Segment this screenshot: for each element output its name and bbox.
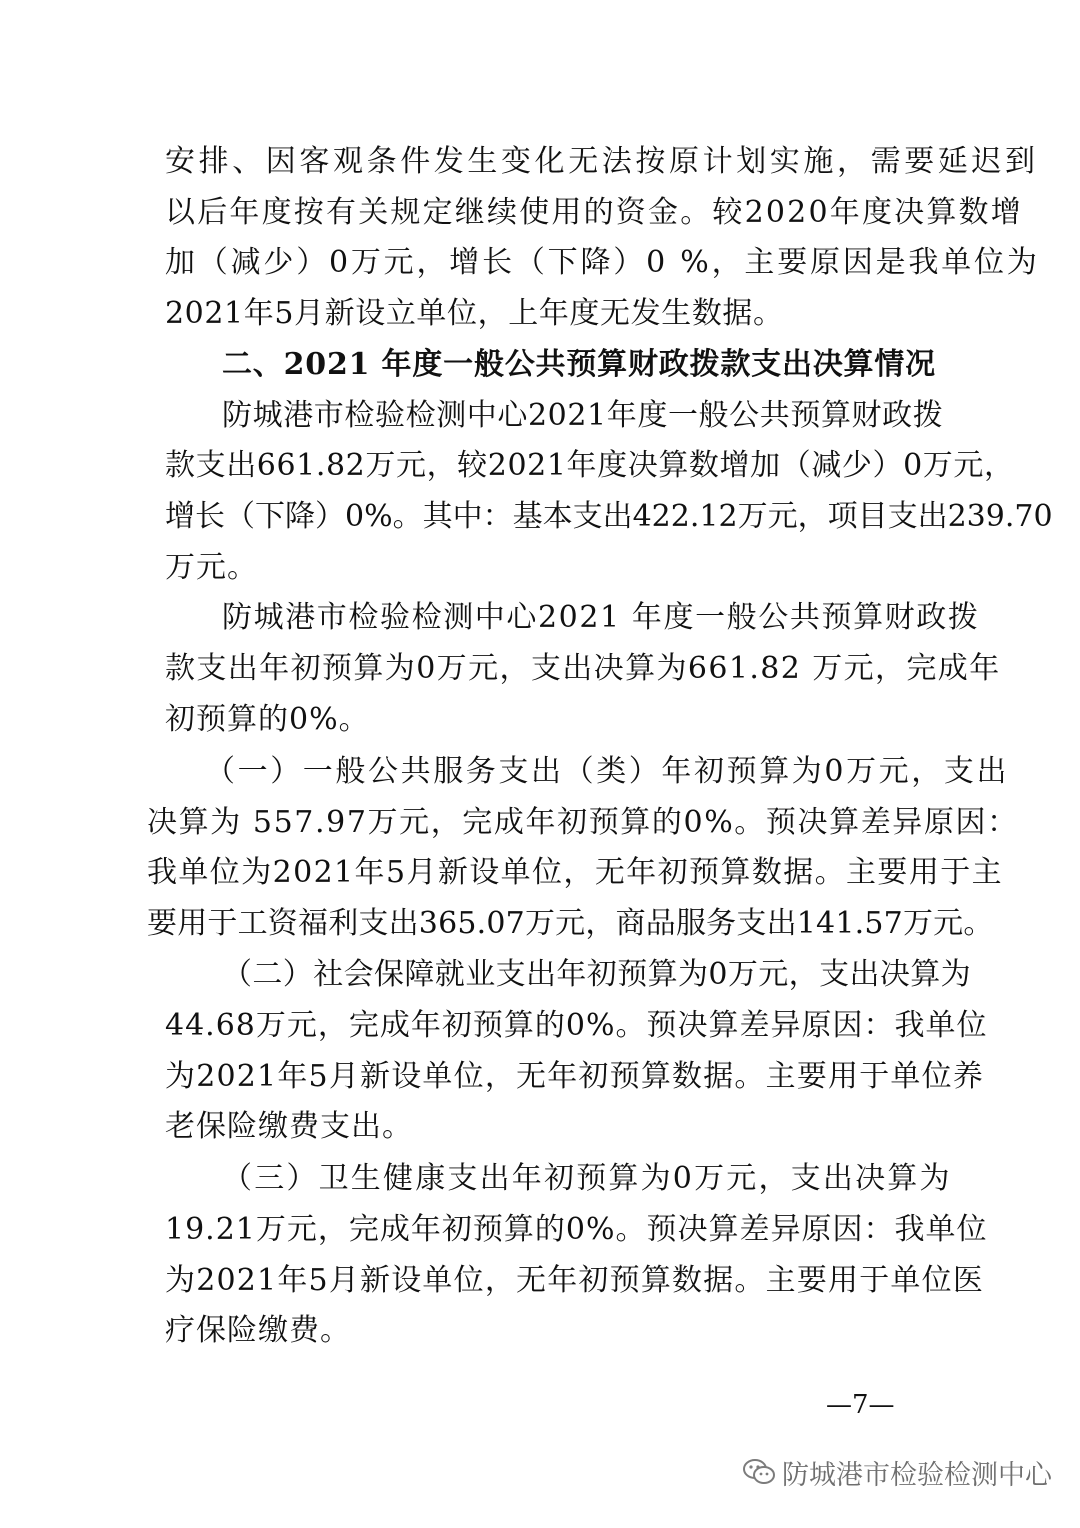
wechat-watermark — [742, 1450, 1052, 1494]
body-text-line: 为2021年5月新设单位，无年初预算数据。主要用于单位医 — [165, 1263, 985, 1298]
body-text-line: 为2021年5月新设单位，无年初预算数据。主要用于单位养 — [165, 1059, 985, 1094]
body-text-line: 款支出年初预算为0万元，支出决算为661.82 万元，完成年 — [165, 651, 1001, 686]
body-text-line: 防城港市检验检测中心2021 年度一般公共预算财政拨 — [222, 600, 980, 635]
body-text-line: 要用于工资福利支出365.07万元，商品服务支出141.57万元。 — [147, 906, 994, 941]
body-text-line: 款支出661.82万元，较2021年度决算数增加（减少）0万元， — [165, 448, 1015, 483]
section-heading: 二、2021 年度一般公共预算财政拨款支出决算情况 — [222, 347, 936, 382]
body-text-line: 安排、因客观条件发生变化无法按原计划实施，需要延迟到 — [165, 144, 1039, 179]
body-text-line: 老保险缴费支出。 — [165, 1109, 413, 1144]
body-text-line: 19.21万元，完成年初预算的0%。预决算差异原因：我单位 — [165, 1212, 988, 1247]
body-text-line: 决算为 557.97万元，完成年初预算的0%。预决算差异原因： — [147, 805, 1019, 840]
subsection-text-line: （二）社会保障就业支出年初预算为0万元，支出决算为 — [222, 957, 972, 992]
body-text-line: 以后年度按有关规定继续使用的资金。较2020年度决算数增 — [165, 195, 1023, 230]
page-number: —7— — [826, 1390, 895, 1420]
body-text-line: 万元。 — [165, 550, 258, 585]
watermark-text: 防城港市检验检测中心 — [782, 1459, 1052, 1491]
body-text-line: 44.68万元，完成年初预算的0%。预决算差异原因：我单位 — [165, 1008, 988, 1043]
body-text-line: 增长（下降）0%。其中：基本支出422.12万元，项目支出239.70 — [165, 499, 1053, 534]
body-text-line: 我单位为2021年5月新设单位，无年初预算数据。主要用于主 — [147, 855, 1004, 890]
wechat-icon — [742, 1457, 776, 1487]
body-text-line: 加（减少）0万元，增长（下降）0 %，主要原因是我单位为 — [165, 245, 1040, 280]
body-text-line: 疗保险缴费。 — [165, 1313, 351, 1348]
body-text-line: 2021年5月新设立单位，上年度无发生数据。 — [165, 296, 784, 331]
body-text-line: 防城港市检验检测中心2021年度一般公共预算财政拨 — [222, 398, 944, 433]
subsection-text-line: （三）卫生健康支出年初预算为0万元，支出决算为 — [222, 1161, 952, 1196]
subsection-text-line: （一）一般公共服务支出（类）年初预算为0万元，支出 — [205, 754, 1010, 789]
body-text-line: 初预算的0%。 — [165, 702, 370, 737]
